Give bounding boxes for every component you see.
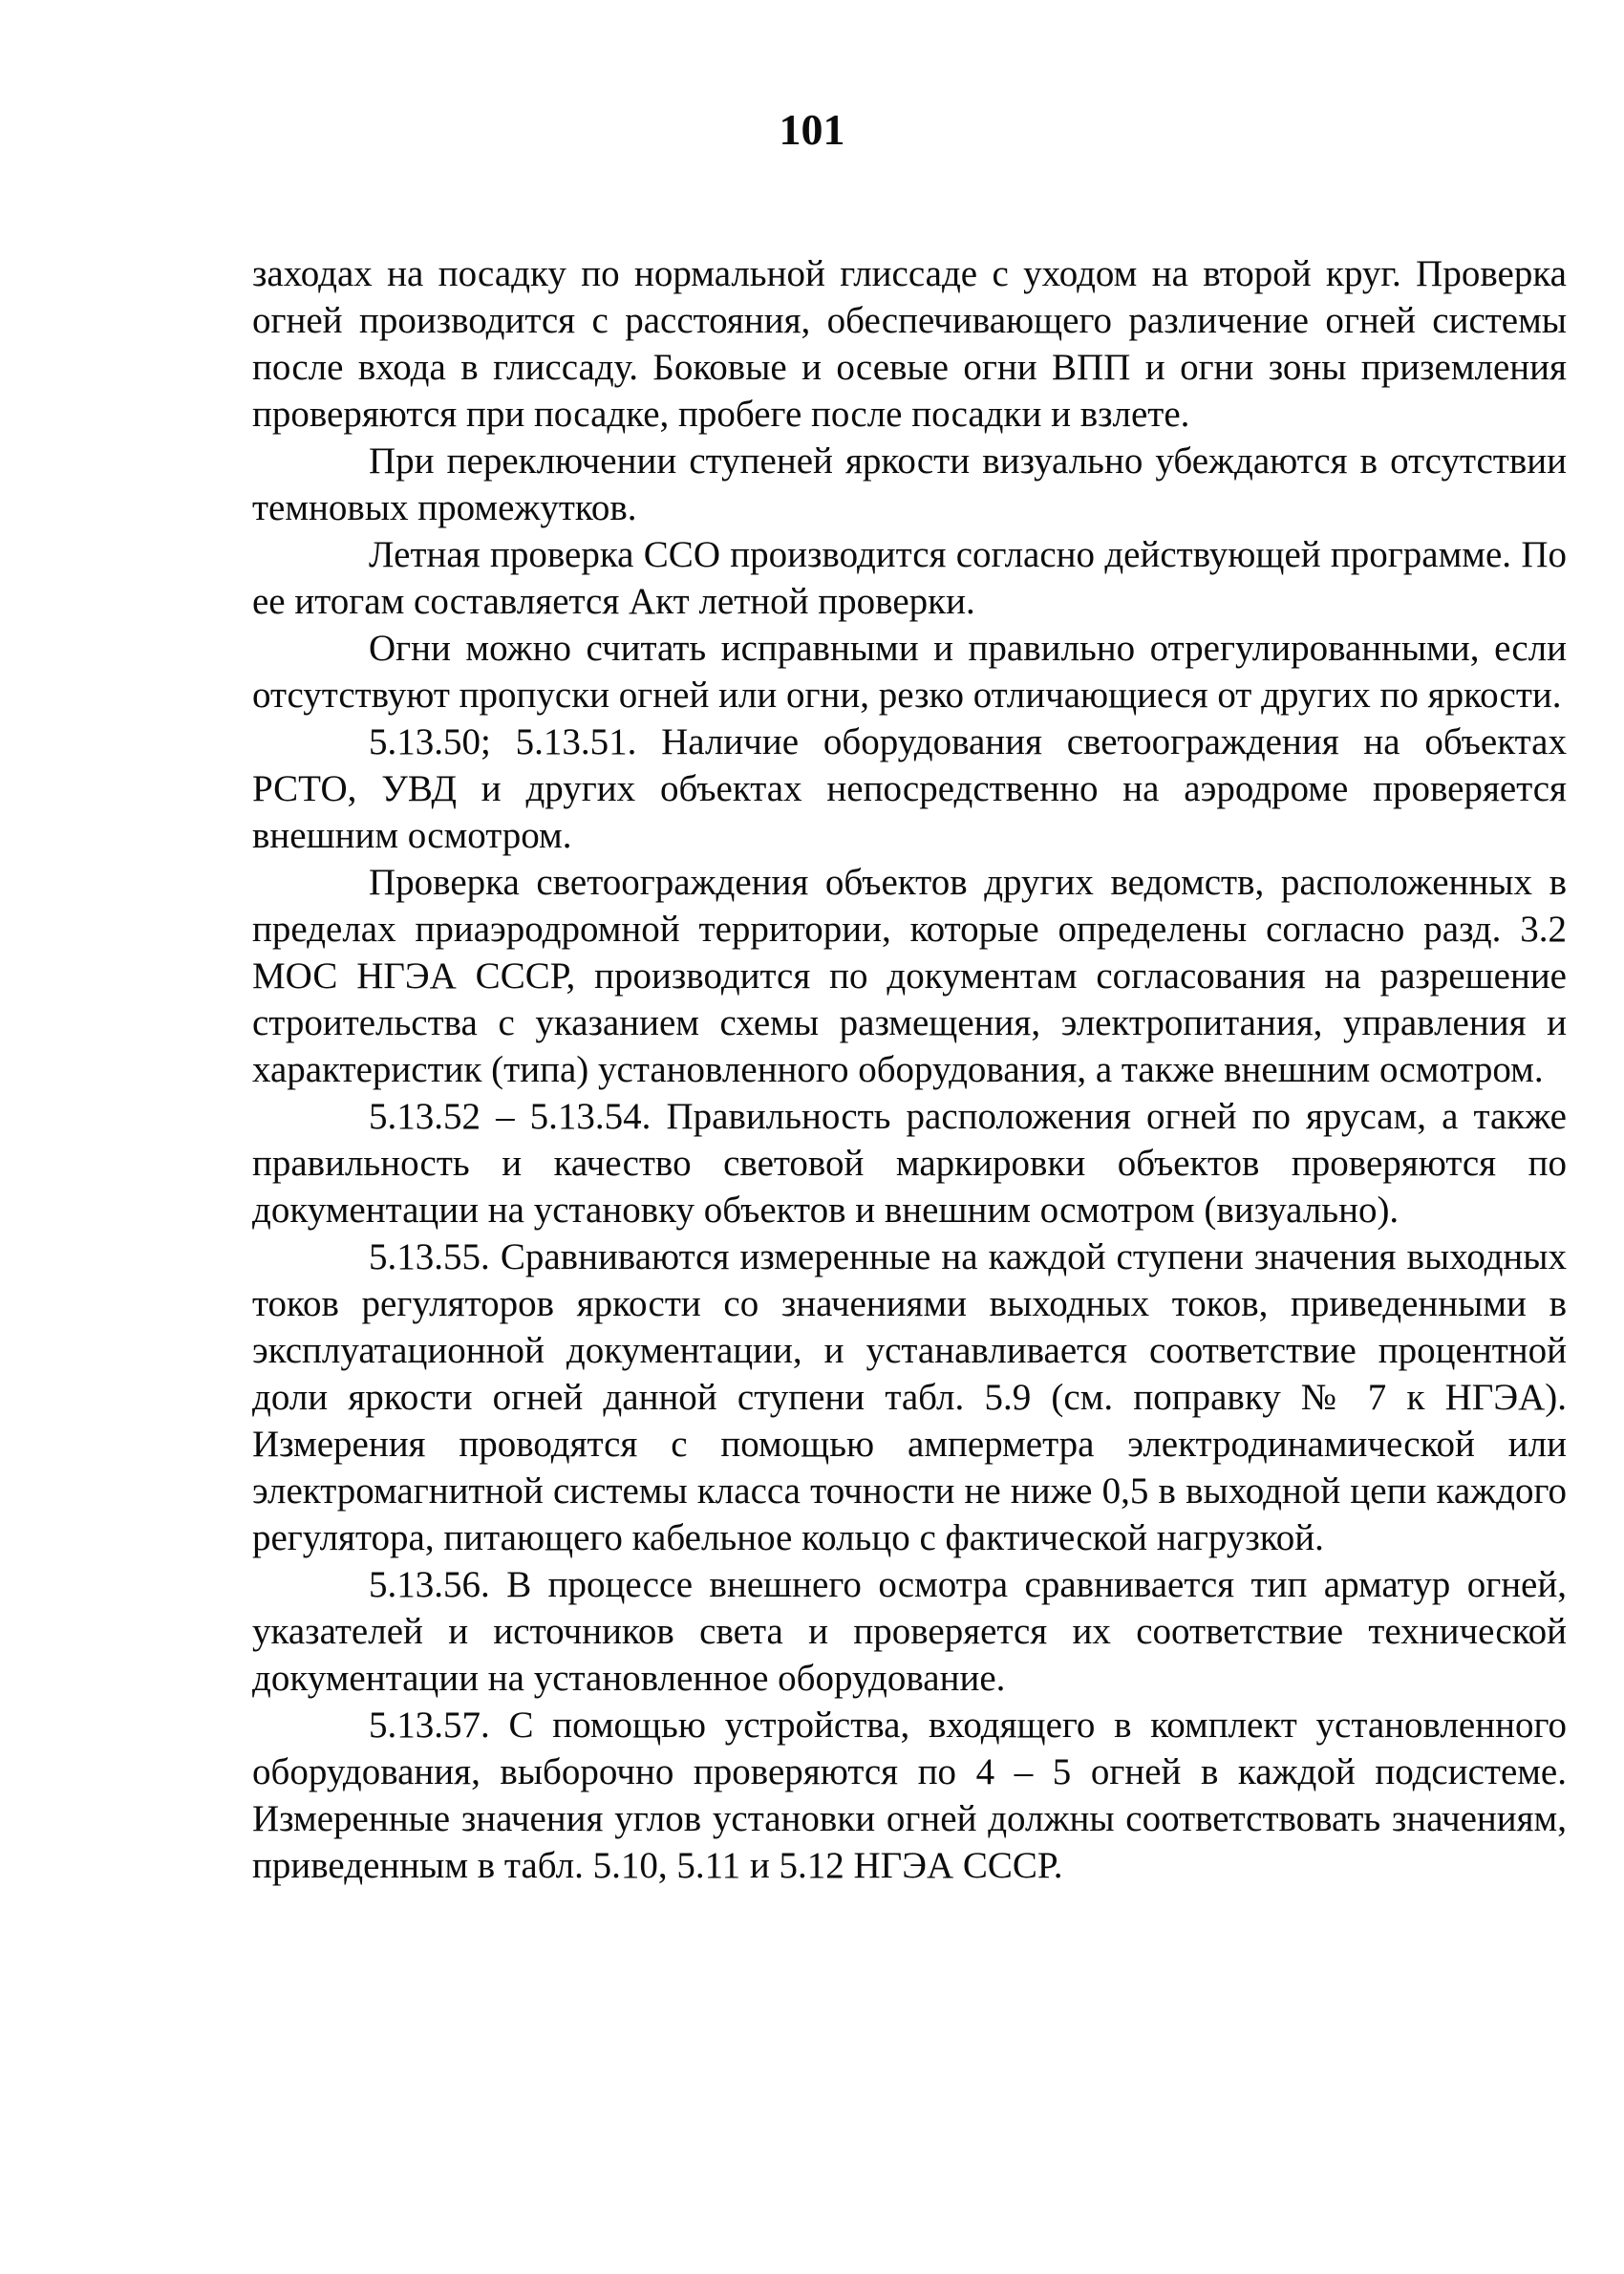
paragraph-5-13-55: 5.13.55. Сравниваются измеренные на каждой ступени значения выходных токов регуляторов яркости со значениями выходных токов, приведенными в эксплуатационной документации, и устанавливается соответствие процентной доли яркости огней данной ступени табл. 5.9 (см. поправку № 7 к НГЭА). Измерения проводятся с помощью амперметра электродинамической или электромагнитной системы класса точности не ниже 0,5 в выходной цепи каждого регулятора, питающего кабельное кольцо с фактической нагрузкой.: [252, 1236, 1567, 1558]
page-number: 101: [779, 105, 845, 154]
paragraph-continuation: заходах на посадку по нормальной глиссаде с уходом на второй круг. Проверка огней производится с расстояния, обеспечивающего различение огней системы после входа в глиссаду. Боковые и осевые огни ВПП и огни зоны приземления проверяются при посадке, пробеге после посадки и взлете.: [252, 253, 1567, 435]
paragraph-other-agencies: Проверка светоограждения объектов других ведомств, расположенных в пределах приаэродромной территории, которые определены согласно разд. 3.2 МОС НГЭА СССР, производится по документам согласования на разрешение строительства с указанием схемы размещения, электропитания, управления и характеристик (типа) установленного оборудования, а также внешним осмотром.: [252, 862, 1567, 1090]
paragraph-lights-condition: Огни можно считать исправными и правильно отрегулированными, если отсутствуют пропуски огней или огни, резко отличающиеся от других по яркости.: [252, 628, 1567, 716]
document-body: [252, 250, 1567, 1889]
paragraph-5-13-52-54: 5.13.52 – 5.13.54. Правильность расположения огней по ярусам, а также правильность и качество световой маркировки объектов проверяются по документации на установку объектов и внешним осмотром (визуально).: [252, 1096, 1567, 1231]
paragraph-flight-check: Летная проверка ССО производится согласно действующей программе. По ее итогам составляется Акт летной проверки.: [252, 534, 1567, 622]
paragraph-5-13-57: 5.13.57. С помощью устройства, входящего в комплект установленного оборудования, выборочно проверяются по 4 – 5 огней в каждой подсистеме. Измеренные значения углов установки огней должны соответствовать значениям, приведенным в табл. 5.10, 5.11 и 5.12 НГЭА СССР.: [252, 1705, 1567, 1886]
paragraph-5-13-50-51: 5.13.50; 5.13.51. Наличие оборудования светоограждения на объектах РСТО, УВД и других объектах непосредственно на аэродроме проверяется внешним осмотром.: [252, 721, 1567, 856]
paragraph-5-13-56: 5.13.56. В процессе внешнего осмотра сравнивается тип арматур огней, указателей и источников света и проверяется их соответствие технической документации на установленное оборудование.: [252, 1564, 1567, 1699]
paragraph-brightness-switching: При переключении ступеней яркости визуально убеждаются в отсутствии темновых промежутков.: [252, 440, 1567, 528]
